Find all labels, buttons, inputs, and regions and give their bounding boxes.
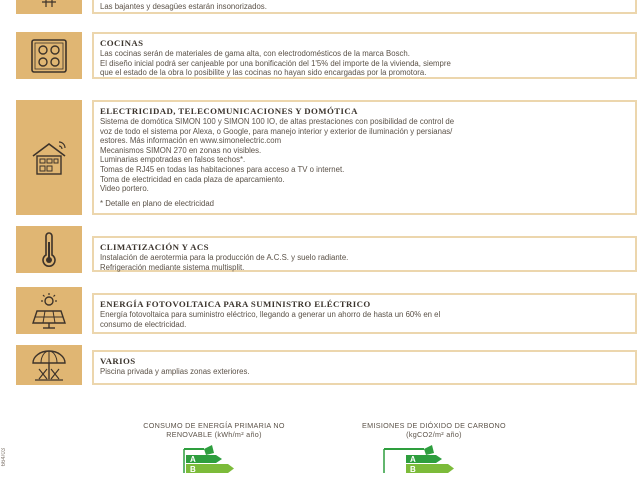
band-a-label: A (190, 455, 196, 464)
section-icon-box (16, 287, 82, 334)
section-text-box (92, 0, 637, 14)
section-line: Toma de electricidad en cada plaza de aparcamiento. (100, 174, 285, 184)
section-line: Sistema de domótica SIMON 100 y SIMON 100 IO, de altas prestaciones con posibilidad de control de (100, 117, 455, 126)
document-code: 664/03 (1, 448, 7, 467)
energy-primary (104, 421, 324, 473)
section-title: ENERGÍA FOTOVOLTAICA PARA SUMINISTRO ELÉCTRICO (100, 299, 371, 309)
section-text-box (92, 100, 637, 215)
energy-rating-chart (324, 445, 544, 473)
section-text-box (92, 350, 637, 385)
section-text-box (92, 293, 637, 334)
section-title: CLIMATIZACIÓN Y ACS (100, 242, 209, 252)
energy-emissions-label: (kgCO2/m² año) (406, 430, 462, 439)
section-text-box (92, 32, 637, 79)
energy-emissions (324, 421, 544, 473)
section-icon-box (16, 226, 82, 273)
section-title: VARIOS (100, 356, 136, 366)
rating-arrow (424, 445, 434, 455)
cooktop-icon (29, 37, 69, 75)
section-icon-box (16, 32, 82, 79)
energy-rating-chart (104, 445, 324, 473)
section-line: Refrigeración mediante sistema multisplit. (100, 262, 245, 272)
rating-arrow (204, 445, 214, 455)
section-line: Tomas de RJ45 en todas las habitaciones para acceso a TV o internet. (100, 164, 345, 174)
section-icon-box (16, 100, 82, 215)
band-b-label: B (410, 465, 416, 473)
house-fence-icon (34, 0, 64, 8)
section-text-box (92, 236, 637, 272)
section-title: COCINAS (100, 38, 144, 48)
section-line: Piscina privada y amplias zonas exteriores. (100, 367, 250, 376)
section-line: estores. Más información en www.simonelectric.com (100, 136, 282, 146)
energy-emissions-label: EMISIONES DE DIÓXIDO DE CARBONO (362, 421, 506, 430)
thermometer-icon (39, 232, 59, 268)
smart-home-icon (27, 138, 71, 178)
beach-umbrella-icon (27, 347, 71, 383)
band-b-label: B (190, 465, 196, 473)
section-line: voz de todo el sistema por Alexa, o Google, para manejo interior y exterior de iluminación y persianas/ (100, 126, 453, 136)
section-line: Luminarias empotradas en falsos techos*. (100, 155, 246, 165)
section-line: Video portero. (100, 184, 149, 194)
section-line: que el estado de la obra lo posibilite y las cocinas no hayan sido encargadas por la promotora. (100, 68, 427, 78)
section-line: Las bajantes y desagües estarán insonorizados. (100, 2, 267, 11)
section-line: consumo de electricidad. (100, 319, 187, 329)
section-icon-box (16, 0, 82, 14)
section-line: Mecanismos SIMON 270 en zonas no visibles. (100, 145, 262, 155)
band-a-label: A (410, 455, 416, 464)
energy-primary-label: CONSUMO DE ENERGÍA PRIMARIA NO (143, 421, 285, 430)
section-line: Instalación de aerotermia para la producción de A.C.S. y suelo radiante. (100, 253, 349, 262)
solar-panel-icon (27, 291, 71, 331)
section-icon-box (16, 345, 82, 385)
section-note: * Detalle en plano de electricidad (100, 198, 214, 208)
section-line: Energía fotovoltaica para suministro eléctrico, llegando a generar un ahorro de hasta un 60% en el (100, 310, 441, 319)
section-line: Las cocinas serán de materiales de gama alta, con electrodomésticos de la marca Bosch. (100, 49, 410, 58)
energy-primary-label: RENOVABLE (kWh/m² año) (166, 430, 262, 439)
section-title: ELECTRICIDAD, TELECOMUNICACIONES Y DOMÓTICA (100, 106, 358, 116)
section-line: El diseño inicial podrá ser canjeable por una bonificación del 1'5% del importe de la vivienda, siempre (100, 58, 451, 68)
